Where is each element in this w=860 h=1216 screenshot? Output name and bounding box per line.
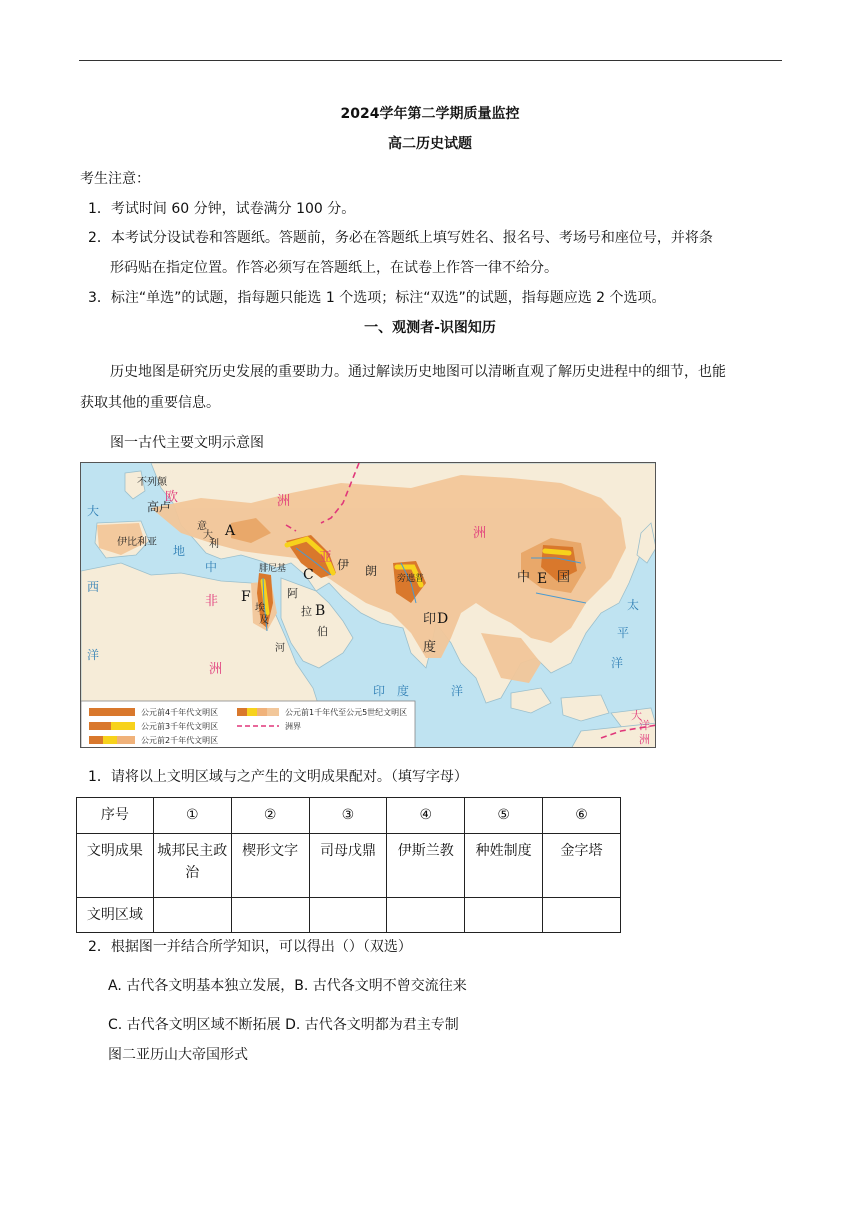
label-iran-b: 朗 [365, 564, 378, 578]
label-europe-zhou: 洲 [277, 494, 291, 509]
label-oceania-c: 洲 [639, 733, 650, 746]
exam-subtitle: 高二历史试题 [388, 136, 472, 152]
label-pacific-tai: 太 [627, 598, 640, 612]
section-intro-line1: 历史地图是研究历史发展的重要助力。通过解读历史地图可以清晰直观了解历史进程中的细节，也能 [110, 364, 726, 380]
label-italy-a: 意 [197, 521, 207, 532]
achievement-cell: 伊斯兰教 [387, 834, 465, 898]
notice-item-1: 1．考试时间 60 分钟，试卷满分 100 分。 [88, 201, 356, 217]
legend-label-border: 洲界 [285, 722, 301, 731]
number-cell: ① [153, 798, 231, 834]
label-arabia-a: 阿 [287, 587, 298, 600]
notice-item-2-cont: 形码贴在指定位置。作答必须写在答题纸上，在试卷上作答一律不给分。 [110, 260, 558, 276]
number-cell: ④ [387, 798, 465, 834]
label-arabia-b: 拉 [301, 605, 312, 618]
label-iberia: 伊比利亚 [117, 537, 157, 548]
row-header-area: 文明区域 [77, 898, 154, 933]
q2-options-line2: C. 古代各文明区域不断拓展 D. 古代各文明都为君主专制 [108, 1017, 459, 1033]
answer-cell[interactable] [465, 898, 543, 933]
legend-label-1k: 公元前1千年代至公元5世纪文明区 [285, 708, 408, 717]
q1-matching-table [76, 797, 621, 933]
label-atlantic-yang: 洋 [87, 648, 100, 662]
notice-heading: 考生注意： [80, 171, 150, 187]
figure2-caption: 图二亚历山大帝国形式 [108, 1047, 248, 1063]
label-africa-zhou: 洲 [209, 662, 223, 677]
label-europe-ou: 欧 [165, 490, 179, 505]
label-asia-zhou: 洲 [473, 526, 487, 541]
number-cell: ② [231, 798, 309, 834]
label-river: 河 [275, 643, 285, 654]
label-med-di: 地 [173, 544, 186, 558]
label-india-a: 印 [423, 612, 437, 627]
label-africa-fei: 非 [205, 594, 219, 609]
label-indian-yang: 洋 [451, 684, 464, 698]
q2-options-line1: A. 古代各文明基本独立发展，B. 古代各文明不曾交流往来 [108, 978, 467, 994]
achievement-cell: 城邦民主政治 [153, 834, 231, 898]
label-atlantic-da: 大 [87, 504, 100, 518]
label-egypt-b: 及 [259, 615, 269, 626]
label-china-b: 国 [557, 570, 571, 585]
row-header-achievement: 文明成果 [77, 834, 154, 898]
label-pacific-ping: 平 [617, 626, 630, 640]
label-pacific-yang: 洋 [611, 656, 624, 670]
region-letter-a: A [225, 523, 236, 539]
header-rule [79, 60, 782, 61]
label-italy-b: 大 [203, 530, 213, 541]
notice-item-2: 2．本考试分设试卷和答题纸。答题前，务必在答题纸上填写姓名、报名号、考场号和座位号，并将条 [88, 230, 713, 246]
number-cell: ③ [309, 798, 387, 834]
region-letter-f: F [241, 589, 251, 605]
label-india-b: 度 [423, 640, 437, 655]
region-letter-c: C [303, 567, 314, 583]
table-row [77, 898, 621, 933]
legend-swatch-3k [111, 722, 135, 730]
label-indian-du: 度 [397, 684, 410, 698]
section-title: 一、观测者-识图知历 [364, 320, 496, 336]
notice-item-3: 3．标注“单选”的试题，指每题只能选 1 个选项；标注“双选”的试题，指每题应选 2 个选项。 [88, 290, 666, 306]
legend-label-2k: 公元前2千年代文明区 [141, 736, 219, 745]
legend-swatch-2k [117, 736, 135, 744]
answer-cell[interactable] [543, 898, 621, 933]
achievement-cell: 楔形文字 [231, 834, 309, 898]
q2-prompt: 2．根据图一并结合所学知识，可以得出（）（双选） [88, 939, 412, 955]
label-china-a: 中 [517, 570, 531, 585]
achievement-cell: 司母戊鼎 [309, 834, 387, 898]
label-italy-c: 利 [209, 539, 219, 550]
number-cell: ⑥ [543, 798, 621, 834]
label-britain: 不列颠 [137, 477, 167, 488]
table-row [77, 798, 621, 834]
label-punjab: 旁遮普 [397, 574, 425, 584]
map-svg [81, 463, 656, 748]
label-phoenicia: 腓尼基 [259, 564, 287, 574]
section-intro-line2: 获取其他的重要信息。 [80, 395, 220, 411]
figure1-caption: 图一古代主要文明示意图 [110, 435, 264, 451]
label-iran-a: 伊 [337, 558, 350, 572]
label-gaul: 高卢 [147, 500, 172, 514]
exam-title: 2024学年第二学期质量监控 [340, 106, 520, 122]
legend-label-3k: 公元前3千年代文明区 [141, 722, 219, 731]
legend-label-4k: 公元前4千年代文明区 [141, 708, 219, 717]
label-atlantic-xi: 西 [87, 580, 100, 594]
answer-cell[interactable] [153, 898, 231, 933]
achievement-cell: 种姓制度 [465, 834, 543, 898]
table-row [77, 834, 621, 898]
answer-cell[interactable] [231, 898, 309, 933]
label-indian-yin: 印 [373, 684, 386, 698]
row-header-number: 序号 [77, 798, 154, 834]
region-letter-e: E [537, 571, 548, 587]
map-legend [81, 701, 415, 748]
q1-prompt: 1．请将以上文明区域与之产生的文明成果配对。（填写字母） [88, 769, 468, 785]
region-letter-d: D [437, 611, 449, 627]
legend-swatch-1k [267, 708, 279, 716]
label-oceania-a: 大 [631, 709, 642, 722]
label-asia-ya: 亚 [319, 550, 333, 565]
label-egypt-a: 埃 [255, 603, 265, 614]
answer-cell[interactable] [387, 898, 465, 933]
civilization-map [80, 462, 656, 748]
answer-cell[interactable] [309, 898, 387, 933]
label-med-zhong: 中 [205, 560, 218, 574]
region-letter-b: B [315, 603, 326, 619]
label-oceania-b: 洋 [639, 719, 650, 732]
achievement-cell: 金字塔 [543, 834, 621, 898]
label-arabia-c: 伯 [317, 625, 328, 638]
number-cell: ⑤ [465, 798, 543, 834]
legend-swatch-4k [89, 708, 135, 716]
